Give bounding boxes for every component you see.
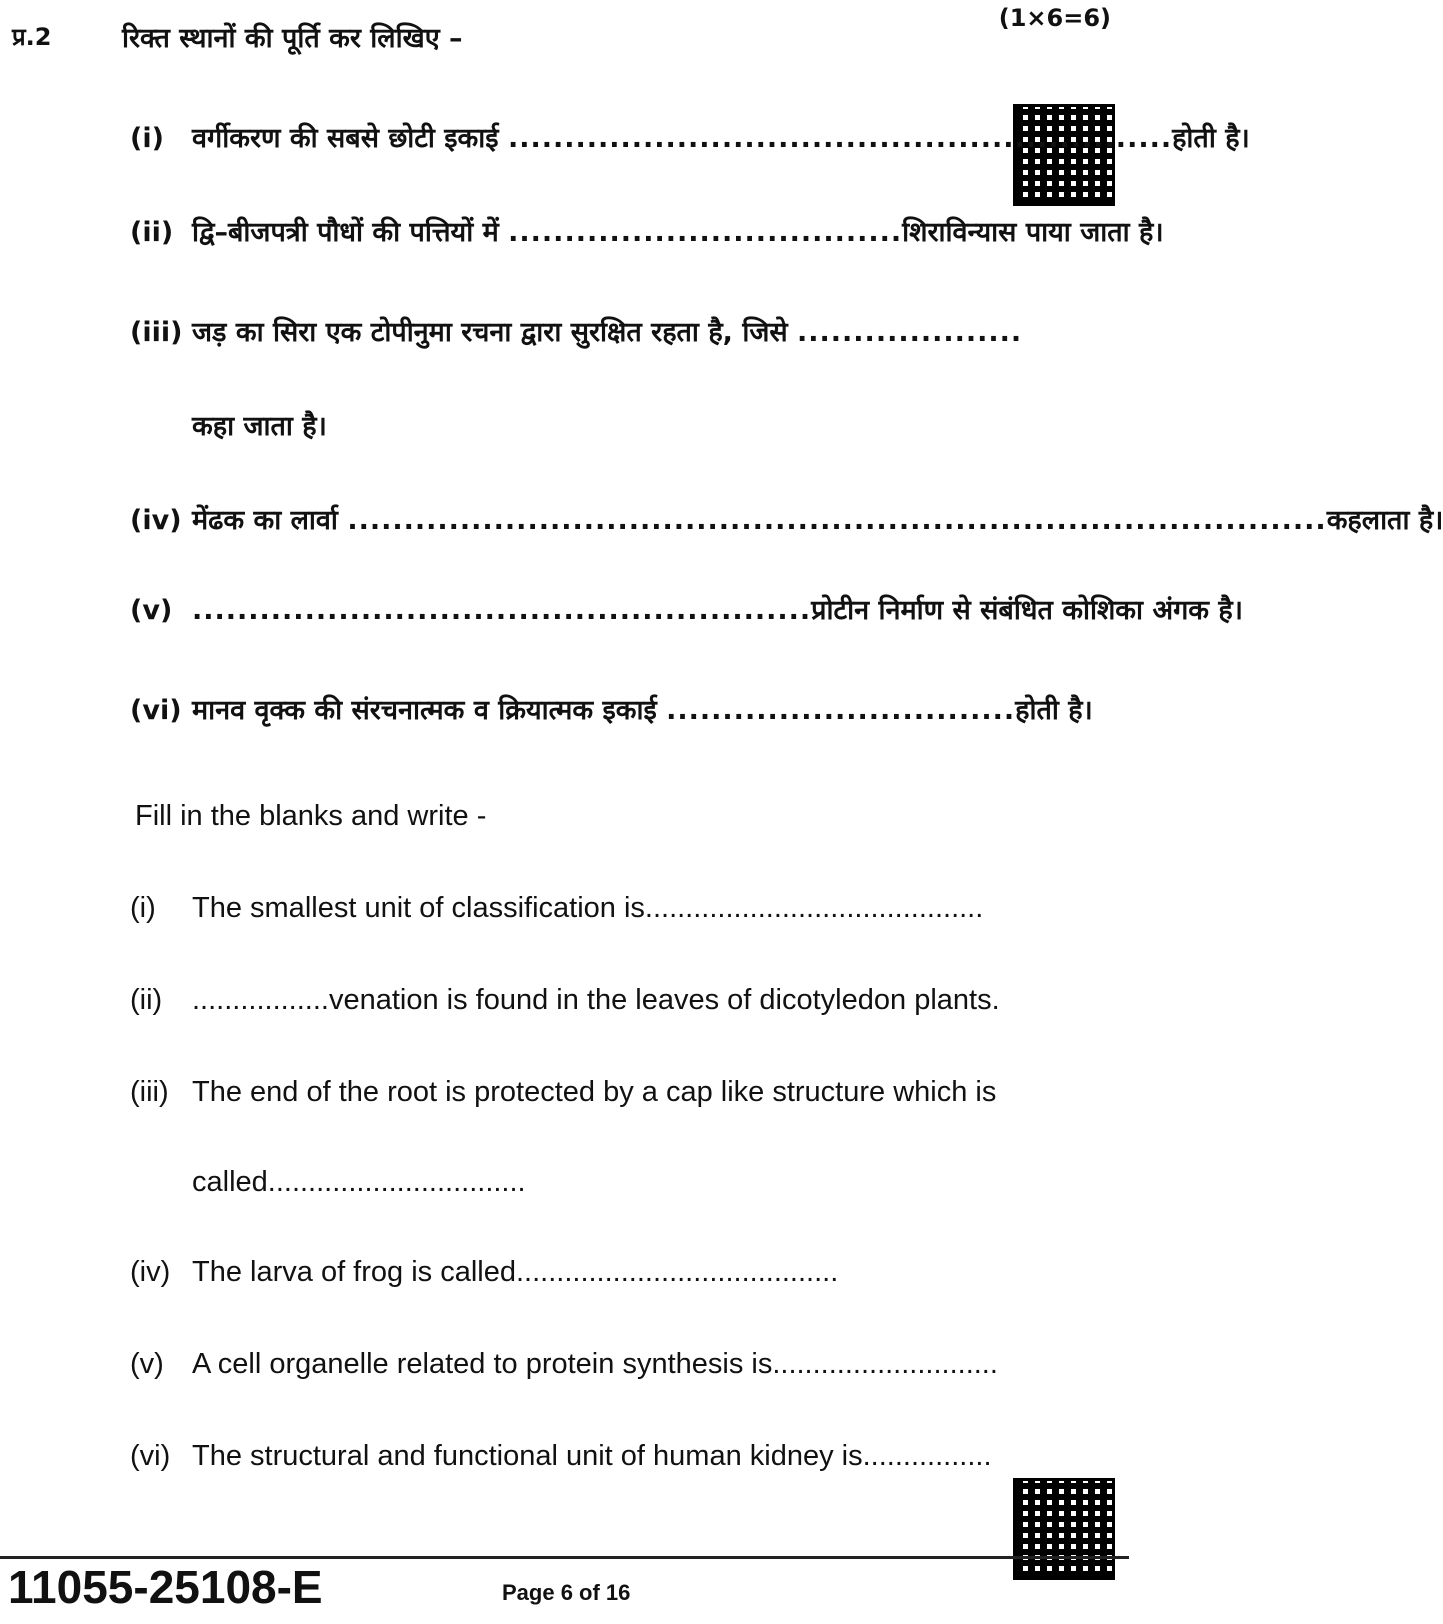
english-item: (iv) The larva of frog is called........................................ bbox=[130, 1256, 839, 1288]
paper-code: 11055-25108-E bbox=[8, 1561, 323, 1613]
hindi-item: (ii) द्वि–बीजपत्री पौधों की पत्तियों में ...................................शिराविन्यास पाया जाता है। bbox=[130, 217, 1164, 248]
english-item: (v) A cell organelle related to protein synthesis is............................ bbox=[130, 1348, 998, 1380]
hindi-item: (i) वर्गीकरण की सबसे छोटी इकाई ...........................................................होती है। bbox=[130, 123, 1250, 154]
english-heading: Fill in the blanks and write - bbox=[135, 800, 487, 832]
qr-code bbox=[1013, 104, 1115, 206]
hindi-item: (iii) जड़ का सिरा एक टोपीनुमा रचना द्वारा सुरक्षित रहता है, जिसे .................... bbox=[130, 317, 1023, 348]
question-title: रिक्त स्थानों की पूर्ति कर लिखिए – bbox=[122, 23, 463, 54]
question-number: प्र.2 bbox=[12, 23, 52, 51]
english-item-continued: called................................ bbox=[192, 1166, 526, 1198]
page-number: Page 6 of 16 bbox=[502, 1580, 631, 1605]
english-item: (iii) The end of the root is protected by a cap like structure which is bbox=[130, 1076, 997, 1108]
hindi-item: (iv) मेंढक का लार्वा .......................................................................................कहलाता है। bbox=[130, 505, 1443, 536]
hindi-item: (v) .......................................................प्रोटीन निर्माण से संबंधित कोशिका अंगक है। bbox=[130, 595, 1243, 626]
qr-code bbox=[1013, 1478, 1115, 1580]
english-item: (ii) .................venation is found in the leaves of dicotyledon plants. bbox=[130, 984, 1000, 1016]
hindi-item: (vi) मानव वृक्क की संरचनात्मक व क्रियात्मक इकाई ...............................होती है। bbox=[130, 695, 1093, 726]
hindi-item-continued: कहा जाता है। bbox=[192, 411, 327, 442]
footer-divider bbox=[0, 1556, 1129, 1559]
marks-label: (1×6=6) bbox=[998, 4, 1111, 32]
english-item: (vi) The structural and functional unit of human kidney is................ bbox=[130, 1440, 992, 1472]
english-item: (i) The smallest unit of classification is.......................................... bbox=[130, 892, 984, 924]
